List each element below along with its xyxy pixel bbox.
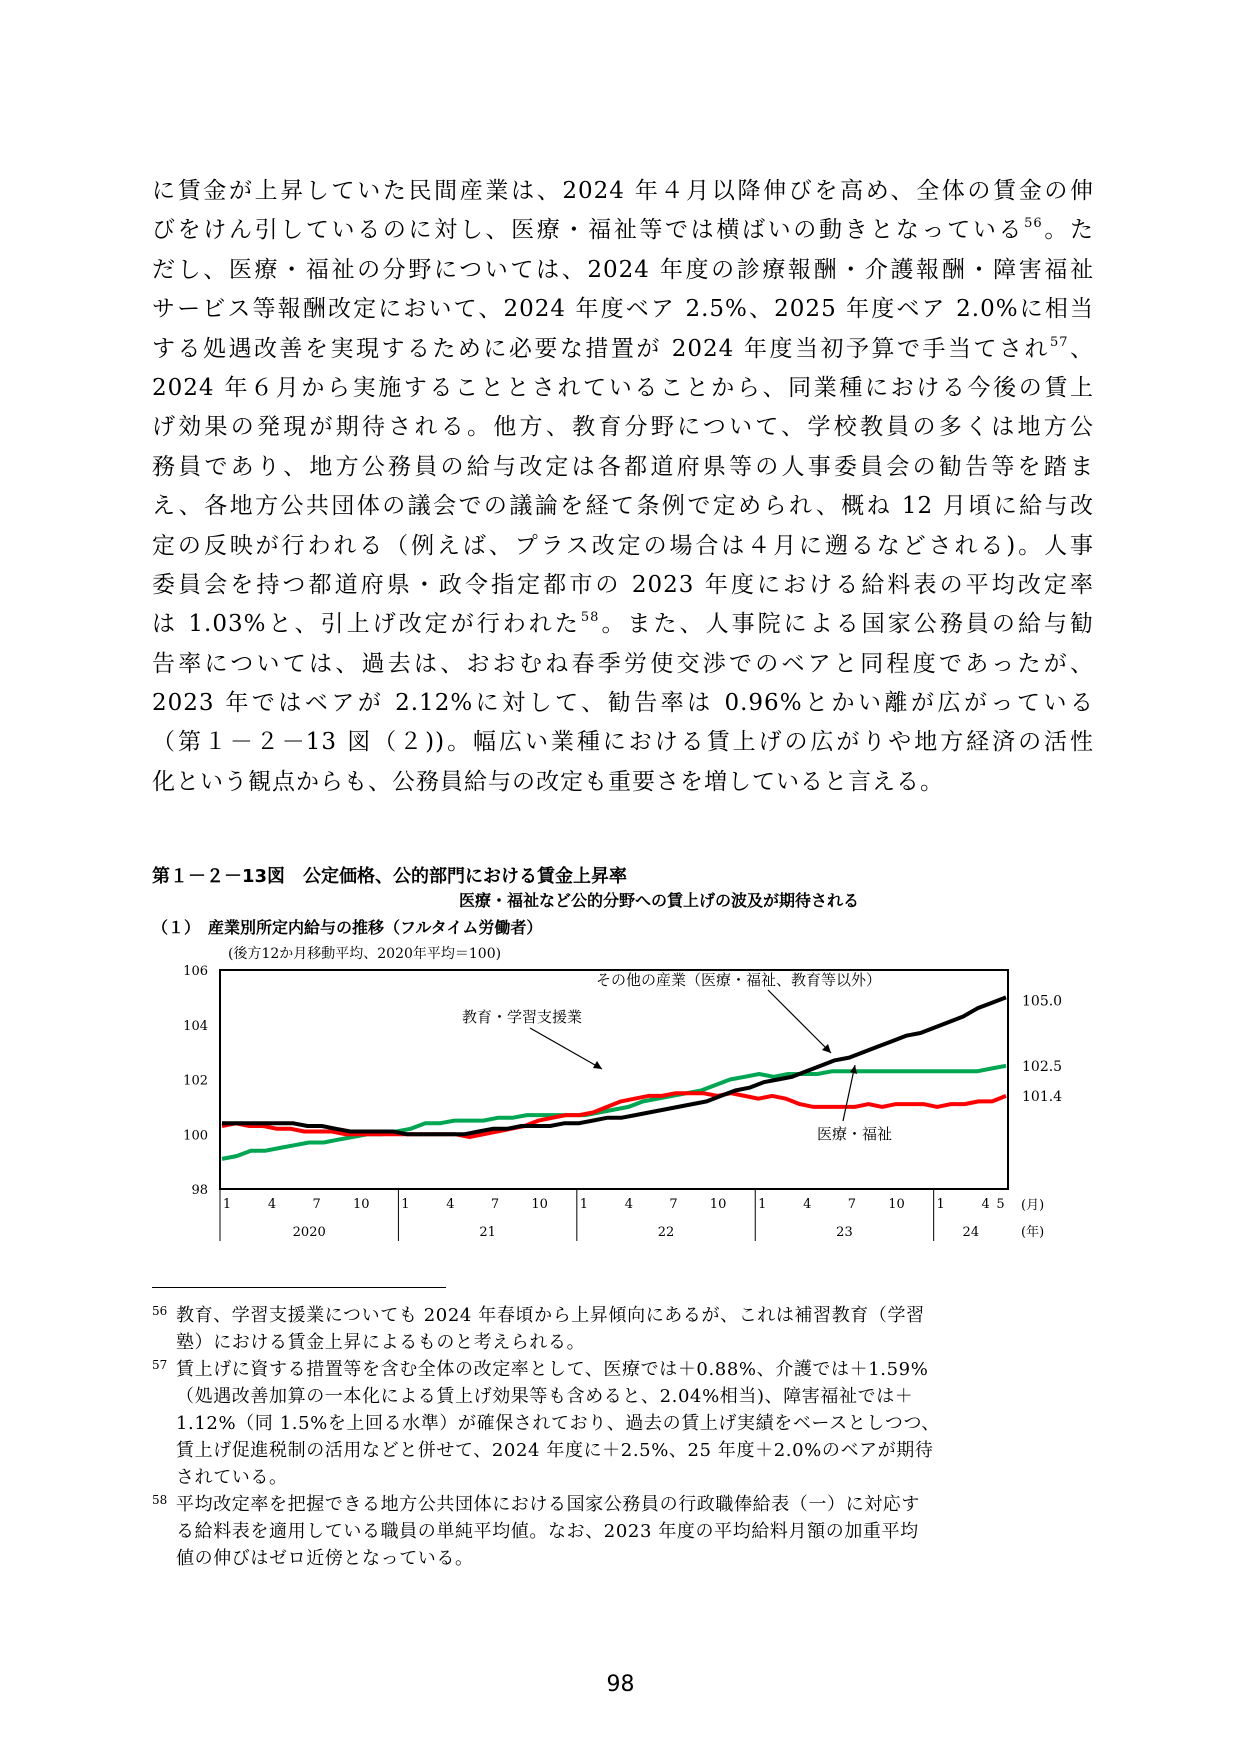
x-month-tick-label: 1 (758, 1197, 767, 1212)
series-end-label: 105.0 (1022, 993, 1063, 1010)
body-line: 2024 年６月から実施することとされていることから、同業種における今後の賃上 (152, 374, 1094, 401)
body-line: 委員会を持つ都道府県・政令指定都市の 2023 年度における給料表の平均改定率 (152, 571, 1094, 598)
x-year-label: 22 (657, 1225, 675, 1240)
annotation-education: 教育・学習支援業 (462, 1008, 583, 1026)
y-tick-label: 100 (183, 1128, 208, 1144)
footnote-ref: 57 (1049, 334, 1069, 350)
annotation-other-industries: その他の産業（医療・福祉、教育等以外） (596, 971, 882, 989)
x-year-label: 2020 (292, 1225, 326, 1240)
x-month-tick-label: 5 (996, 1197, 1005, 1212)
footnote-rule (152, 1287, 446, 1288)
annotation-arrow (768, 990, 831, 1053)
x-unit-year: (年) (1021, 1225, 1045, 1240)
body-line: だし、医療・福祉の分野については、2024 年度の診療報酬・介護報酬・障害福祉 (152, 256, 1094, 283)
body-line: （第１－２－13 図（２))。幅広い業種における賃上げの広がりや地方経済の活性 (152, 729, 1094, 756)
x-month-tick-label: 4 (624, 1197, 634, 1212)
figure-panel-title: （１） 産業別所定内給与の推移（フルタイム労働者） (152, 918, 543, 937)
footnote: 58 平均改定率を把握できる地方公共団体における国家公務員の行政職俸給表（一）に対応す る給料表を適用している職員の単純平均値。なお、2023 年度の平均給料月額の加重平均 値の伸びはゼロ近傍となっている。 (152, 1493, 920, 1569)
footnote-ref: 56 (1024, 216, 1043, 232)
series-line (222, 997, 1006, 1134)
x-year-label: 23 (836, 1225, 853, 1240)
body-line: 定の反映が行われる（例えば、プラス改定の場合は４月に遡るなどされる)。人事 (152, 532, 1094, 559)
footnote-number: 56 (152, 1304, 168, 1318)
body-line: 2023 年ではベアが 2.12%に対して、勧告率は 0.96%とかい離が広がっている (152, 690, 1094, 717)
figure-subtitle: 医療・福祉など公的分野への賃上げの波及が期待される (458, 891, 859, 910)
x-month-tick-label: 7 (847, 1197, 857, 1212)
annotation-arrow (843, 1065, 855, 1121)
x-year-label: 24 (962, 1225, 980, 1240)
x-month-tick-label: 7 (490, 1197, 500, 1212)
body-line: は 1.03%と、引上げ改定が行われた$^{58}$。また、人事院による国家公務員の給与勧 (152, 610, 1094, 638)
x-month-tick-label: 4 (446, 1197, 455, 1212)
footnote-ref: 58 (580, 610, 600, 626)
y-tick-label: 106 (183, 964, 208, 979)
body-line: 務員であり、地方公務員の給与改定は各都道府県等の人事委員会の勧告等を踏ま (152, 453, 1095, 480)
body-line: え、各地方公共団体の議会での議論を経て条例で定められ、概ね 12 月頃に給与改 (152, 493, 1094, 520)
x-month-tick-label: 7 (312, 1197, 321, 1212)
x-month-tick-label: 1 (222, 1197, 232, 1212)
series-line (222, 1066, 1006, 1159)
body-line: 化という観点からも、公務員給与の改定も重要さを増していると言える。 (152, 768, 944, 795)
x-month-tick-label: 4 (981, 1197, 990, 1212)
y-tick-label: 98 (191, 1183, 208, 1198)
body-paragraph (152, 172, 1094, 802)
body-line: げ効果の発現が期待される。他方、教育分野について、学校教員の多くは地方公 (152, 414, 1094, 441)
body-line: に賃金が上昇していた民間産業は、2024 年４月以降伸びを高め、全体の賃金の伸 (152, 178, 1094, 204)
footnotes (152, 1302, 1094, 1572)
x-month-tick-label: 10 (352, 1197, 370, 1212)
footnote-number: 58 (152, 1493, 168, 1507)
footnote: 56 教育、学習支援業についても 2024 年春頃から上昇傾向にあるが、これは補習教育（学習 塾）における賃金上昇によるものと考えられる。 (152, 1304, 925, 1353)
body-line: 告率については、過去は、おおむね春季労使交渉でのベアと同程度であったが、 (152, 650, 1094, 677)
x-month-tick-label: 10 (709, 1197, 727, 1212)
x-month-tick-label: 1 (936, 1197, 945, 1212)
y-tick-label: 104 (183, 1018, 208, 1034)
x-year-label: 21 (479, 1225, 496, 1240)
x-unit-month: (月) (1021, 1198, 1045, 1213)
body-line: サービス等報酬改定において、2024 年度ベア 2.5%、2025 年度ベア 2.0%に相当 (152, 296, 1094, 323)
x-month-tick-label: 10 (531, 1197, 548, 1212)
x-month-tick-label: 1 (579, 1197, 588, 1212)
y-tick-label: 102 (183, 1073, 208, 1089)
body-line: する処遇改善を実現するために必要な措置が 2024 年度当初予算で手当てされ$^{57}$、 (152, 334, 1095, 362)
x-month-tick-label: 7 (669, 1197, 678, 1212)
footnote-number: 57 (152, 1358, 168, 1372)
annotation-medical: 医療・福祉 (817, 1125, 893, 1143)
plot-frame (220, 970, 1008, 1189)
wage-line-chart (150, 955, 1090, 1255)
figure-title: 第１－２－13図 公定価格、公的部門における賃金上昇率 (152, 866, 628, 887)
page-number: 98 (606, 1672, 635, 1697)
series-end-label: 102.5 (1022, 1058, 1063, 1075)
body-line: びをけん引しているのに対し、医療・福祉等では横ばいの動きとなっている$^{56}$。た (152, 216, 1095, 244)
x-month-tick-label: 4 (267, 1197, 277, 1212)
x-month-tick-label: 4 (803, 1197, 812, 1212)
x-month-tick-label: 10 (888, 1197, 905, 1212)
series-end-label: 101.4 (1022, 1088, 1063, 1105)
figure-note: (後方12か月移動平均、2020年平均＝100) (228, 946, 502, 962)
annotation-arrow (530, 1028, 602, 1069)
x-month-tick-label: 1 (401, 1197, 410, 1212)
footnote: 57 賃上げに資する措置等を含む全体の改定率として、医療では＋0.88%、介護では＋1.59% （処遇改善加算の一本化による賃上げ効果等も含めると、2.04%相当)、障害福祉では＋ 1.12%（同 1.5%を上回る水準）が確保されており、過去の賃上げ実績をベースとしつつ、 賃上げ促進税制の活用などと併せて、2024 年度に＋2.5%、25 年度＋2.0%のベアが期待 されている。 (152, 1358, 941, 1488)
